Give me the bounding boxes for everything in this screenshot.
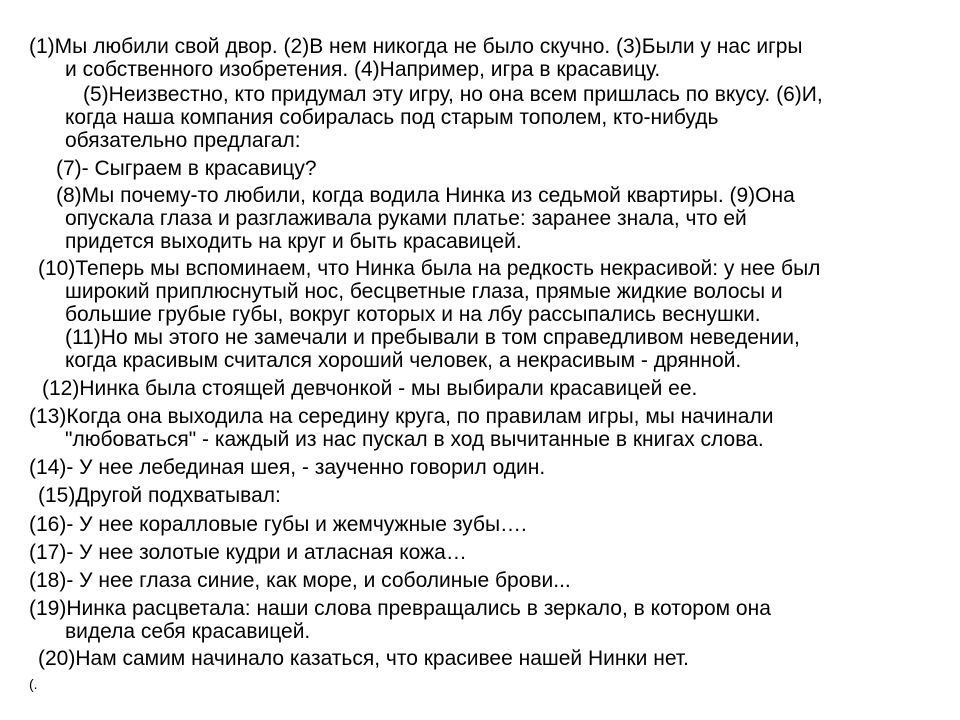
text-line: (20)Нам самим начинало казаться, что красивее нашей Нинки нет.	[38, 647, 689, 670]
paragraph-12	[29, 569, 571, 592]
text-line: (18)- У нее глаза синие, как море, и соболиные брови...	[29, 569, 571, 592]
text-line: придется выходить на круг и быть красавицей.	[65, 230, 522, 253]
paragraph-4	[56, 184, 795, 253]
paragraph-7	[29, 405, 773, 451]
paragraph-1	[29, 35, 803, 81]
text-line: (16)- У нее коралловые губы и жемчужные зубы….	[29, 513, 527, 536]
text-line: обязательно предлагал:	[65, 129, 301, 152]
paragraph-2	[65, 83, 823, 152]
paragraph-5	[38, 257, 820, 372]
text-line: (8)Мы почему-то любили, когда водила Нинка из седьмой квартиры. (9)Она	[56, 184, 795, 207]
paragraph-11	[29, 541, 467, 564]
text-line: большие грубые губы, вокруг которых и на лбу рассыпались веснушки.	[65, 303, 761, 326]
text-line: (1)Мы любили свой двор. (2)В нем никогда не было скучно. (3)Были у нас игры	[29, 35, 803, 58]
paragraph-15	[29, 676, 38, 692]
text-line: (17)- У нее золотые кудри и атласная кожа…	[29, 541, 467, 564]
paragraph-9	[38, 484, 281, 507]
text-line: (19)Нинка расцветала: наши слова превращались в зеркало, в котором она	[29, 597, 771, 620]
text-line: широкий приплюснутый нос, бесцветные глаза, прямые жидкие волосы и	[65, 280, 783, 303]
paragraph-6	[42, 377, 697, 400]
text-line: "любоваться" - каждый из нас пускал в ход вычитанные в книгах слова.	[65, 428, 764, 451]
paragraph-14	[38, 647, 689, 670]
text-line: (10)Теперь мы вспоминаем, что Нинка была на редкость некрасивой: у нее был	[38, 257, 821, 280]
text-line: (14)- У нее лебединая шея, - заученно говорил один.	[29, 456, 546, 479]
paragraph-8	[29, 456, 545, 479]
text-line: (7)- Сыграем в красавицу?	[56, 157, 317, 180]
text-line: когда красивым считался хороший человек, а некрасивым - дрянной.	[65, 349, 742, 372]
text-line: (13)Когда она выходила на середину круга, по правилам игры, мы начинали	[29, 405, 774, 428]
paragraph-13	[29, 597, 771, 643]
text-line: (15)Другой подхватывал:	[38, 484, 281, 507]
text-line: (.	[29, 676, 38, 692]
text-line: и собственного изобретения. (4)Например, игра в красавицу.	[65, 58, 661, 81]
paragraph-3	[56, 157, 317, 180]
text-line: видела себя красавицей.	[65, 620, 311, 643]
text-line: (5)Неизвестно, кто придумал эту игру, но она всем пришлась по вкусу. (6)И,	[83, 83, 823, 106]
text-line: (12)Нинка была стоящей девчонкой - мы выбирали красавицей ее.	[42, 377, 698, 400]
text-line: когда наша компания собиралась под старым тополем, кто-нибудь	[65, 106, 719, 129]
paragraph-10	[29, 513, 527, 536]
text-line: (11)Но мы этого не замечали и пребывали в том справедливом неведении,	[65, 326, 800, 349]
text-line: опускала глаза и разглаживала руками платье: заранее знала, что ей	[65, 207, 747, 230]
